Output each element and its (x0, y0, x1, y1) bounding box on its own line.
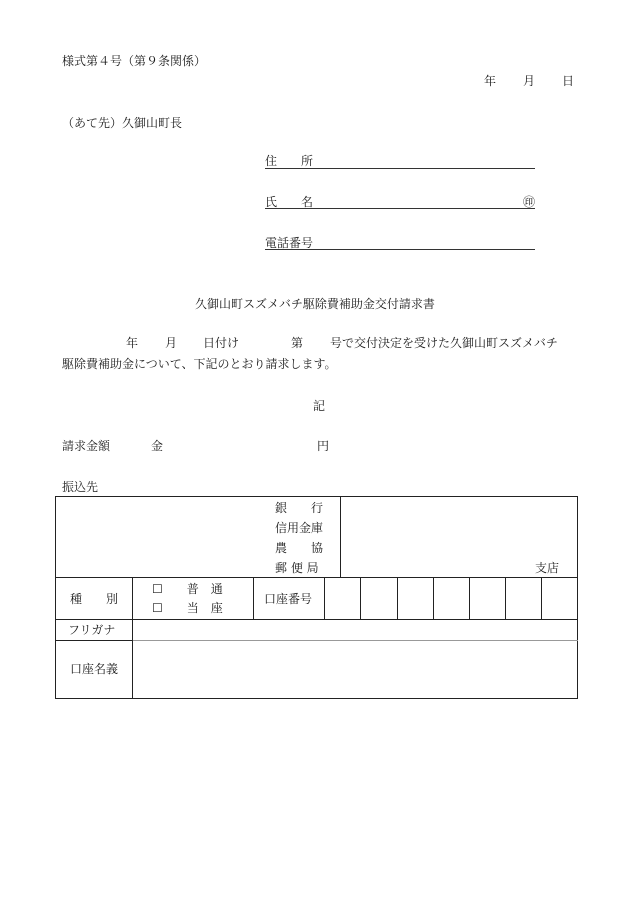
divider (324, 577, 325, 619)
seal-mark: ㊞ (523, 195, 536, 209)
account-number-label: 口座番号 (264, 592, 313, 606)
body-line1-rest: 号で交付決定を受けた久御山町スズメバチ (330, 336, 558, 350)
date-month: 月 (523, 74, 536, 88)
name-label: 氏 名 (265, 195, 314, 209)
divider (360, 577, 361, 619)
institution-type-nokyo[interactable]: 農 協 (275, 541, 324, 555)
body-year: 年 (126, 336, 139, 350)
amount-label: 請求金額 (62, 439, 111, 453)
account-type-label: 種 別 (70, 592, 119, 606)
divider (397, 577, 398, 619)
phone-line[interactable] (265, 249, 535, 250)
document-title: 久御山町スズメバチ駆除費補助金交付請求書 (195, 297, 435, 311)
divider (132, 577, 133, 699)
divider (469, 577, 470, 619)
divider (55, 619, 578, 620)
ki-marker: 記 (313, 399, 326, 413)
checkbox-futsu[interactable]: ☐ 普 通 (152, 582, 223, 596)
divider (541, 577, 542, 619)
date-day: 日 (562, 74, 575, 88)
body-dai: 第 (291, 336, 304, 350)
date-year: 年 (484, 74, 497, 88)
branch-label: 支店 (535, 561, 560, 575)
account-name-label: 口座名義 (70, 662, 119, 676)
divider (433, 577, 434, 619)
amount-kin: 金 (151, 439, 164, 453)
address-label: 住 所 (265, 154, 314, 168)
divider (505, 577, 506, 619)
address-line[interactable] (265, 168, 535, 169)
checkbox-toza[interactable]: ☐ 当 座 (152, 601, 223, 615)
name-line[interactable] (265, 208, 535, 209)
institution-type-shinkin[interactable]: 信用金庫 (275, 521, 324, 535)
divider (132, 640, 578, 641)
institution-type-bank[interactable]: 銀 行 (275, 501, 324, 515)
phone-label: 電話番号 (265, 236, 314, 250)
body-day: 日付け (203, 336, 240, 350)
divider (55, 640, 132, 641)
amount-yen: 円 (317, 439, 330, 453)
divider (55, 577, 578, 578)
form-number: 様式第４号（第９条関係） (62, 54, 207, 68)
furigana-label: フリガナ (68, 623, 116, 637)
body-line2: 駆除費補助金について、下記のとおり請求します。 (62, 357, 337, 371)
body-month: 月 (165, 336, 178, 350)
transfer-label: 振込先 (62, 480, 99, 494)
divider (340, 496, 341, 577)
institution-type-post[interactable]: 郵 便 局 (275, 561, 319, 575)
addressee: （あて先）久御山町長 (62, 116, 183, 130)
divider (253, 577, 254, 619)
